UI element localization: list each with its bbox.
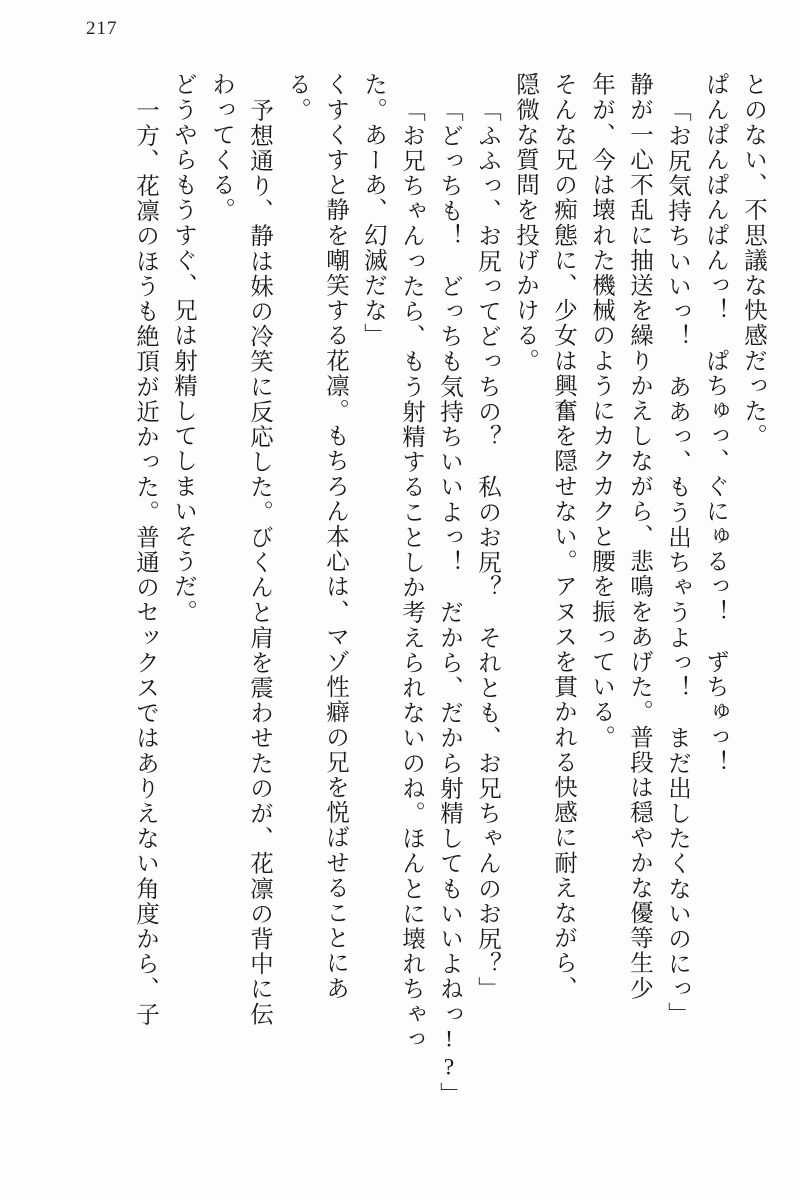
text-column: 「どっちも！ どっちも気持ちいいよっ！ だから、だから射精してもいいよねっ!?」 [436,98,462,1107]
text-column: 隠微な質問を投げかける。 [512,72,538,374]
text-column: 「お兄ちゃんったら、もう射精することしか考えられないのね。ほんとに壊れちゃっ [398,98,424,1052]
text-column: そんな兄の痴態に、少女は興奮を隠せない。アヌスを貫かれる快感に耐えながら、 [550,72,576,1001]
text-column: る。 [284,72,310,123]
vertical-text-body [28,72,772,1162]
text-column: 「ふふっ、お尻ってどっちの？ 私のお尻？ それとも、お兄ちゃんのお尻？」 [474,98,500,1002]
text-column: 「お尻気持ちいいっ！ ああっ、もう出ちゃうよっ！ まだ出したくないのにっ」 [664,98,690,1027]
text-column: 静が一心不乱に抽送を繰りかえしながら、悲鳴をあげた。普段は穏やかな優等生少 [626,72,652,1001]
text-column: 予想通り、静は妹の冷笑に反応した。びくんと肩を震わせたのが、花凛の背中に伝 [246,98,272,1027]
text-column: 年が、今は壊れた機械のようにカクカクと腰を振っている。 [588,72,614,750]
text-column: どうやらもうすぐ、兄は射精してしまいそうだ。 [170,72,196,625]
page-number: 217 [86,18,118,39]
text-column: くすくすと静を嘲笑する花凛。もちろん本心は、マゾ性癖の兄を悦ばせることにあ [322,72,348,1001]
text-column: 一方、花凛のほうも絶頂が近かった。普通のセックスではありえない角度から、子 [132,98,158,1027]
text-column: とのない、不思議な快感だった。 [740,72,766,449]
text-column: た。あーあ、幻滅だな」 [360,72,386,349]
text-column: ぱんぱんぱんぱんっ！ ぱちゅっ、ぐにゅるっ！ ずちゅっ！ [702,72,728,775]
text-column: わってくる。 [208,72,234,223]
